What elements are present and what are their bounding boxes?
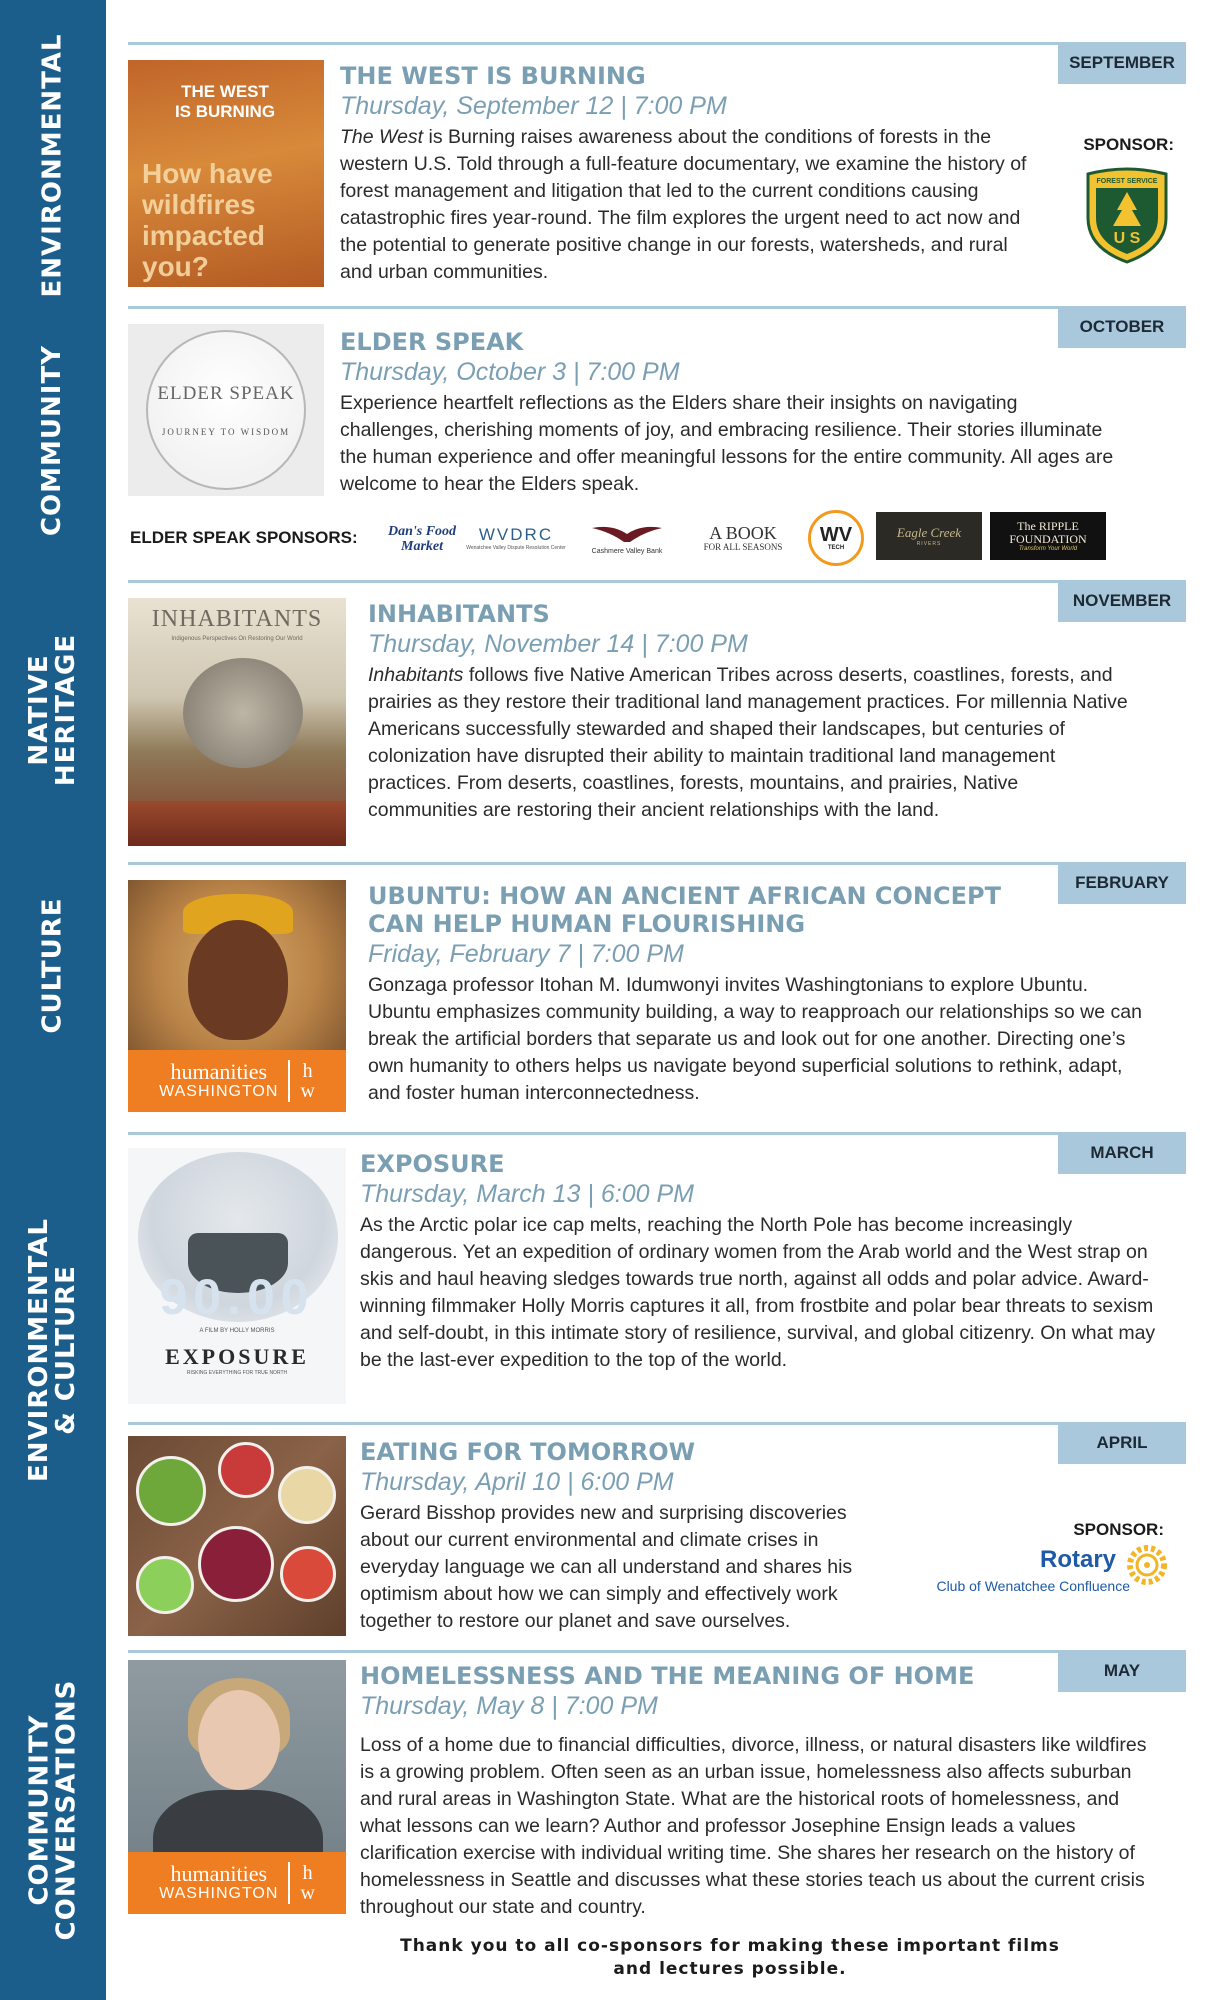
divider <box>128 1132 1186 1135</box>
poster-number: 90.00 <box>159 1269 315 1325</box>
divider <box>128 42 1186 45</box>
event-title: EXPOSURE <box>360 1150 505 1178</box>
divider <box>128 580 1186 583</box>
poster-title: INHABITANTS <box>151 606 323 632</box>
photo-josephine-ensign <box>128 1660 346 1914</box>
divider <box>128 306 1186 309</box>
poster-exposure <box>128 1148 346 1404</box>
divider <box>128 862 1186 865</box>
poster-title: THE WEST IS BURNING <box>174 82 276 121</box>
event-description: Gonzaga professor Itohan M. Idumwonyi invites Washingtonians to explore Ubuntu. Ubuntu emphasizes community building, a way to reapproach our relationships so we can break the artificial borders that separate us and look out for one another. Directing one’s own humanity to others helps us navigate beyond superficial solutions to rethink, adapt, and foster human interconnectedness. <box>368 974 1142 1104</box>
event-date: Thursday, November 14 | 7:00 PM <box>368 630 748 658</box>
event-ubuntu <box>128 862 1186 1122</box>
svg-text:U S: U S <box>1113 230 1141 247</box>
elder-speak-logo <box>128 324 324 496</box>
logo-ripple-foundation: The RIPPLE FOUNDATION Transform Your World <box>990 512 1106 560</box>
event-date: Thursday, May 8 | 7:00 PM <box>360 1692 658 1720</box>
event-eating-for-tomorrow <box>128 1422 1186 1646</box>
event-exposure <box>128 1132 1186 1410</box>
event-description: Inhabitants follows five Native American Tribes across deserts, coastlines, forests, and prairies as they restore their traditional land management practices. For millennia Native Americans successfully stewarded and shaped their landscapes, but centuries of colonization have disrupted their ability to maintain traditional land management practices. From deserts, coastlines, forests, mountains, and prairies, Native communities are restoring their ancient relationships with the land. <box>368 664 1128 821</box>
speaker-portrait <box>188 920 288 1040</box>
sponsor-label: SPONSOR: <box>1073 1520 1164 1539</box>
logo-wv-tech: WV TECH <box>808 510 864 566</box>
eagle-icon <box>592 522 662 546</box>
event-text <box>368 882 1148 1107</box>
bowl-greens <box>136 1456 206 1526</box>
month-badge: SEPTEMBER <box>1058 42 1186 84</box>
event-title: HOMELESSNESS AND THE MEANING OF HOME <box>360 1662 975 1690</box>
category-native-heritage: NATIVE HERITAGE <box>24 633 81 787</box>
event-date: Friday, February 7 | 7:00 PM <box>368 940 684 968</box>
event-description: Loss of a home due to financial difficulties, divorce, illness, or natural disasters like wildfires is a growing problem. Often seen as an urban issue, homelessness also affects suburban and rural areas in Washington State. What are the historical roots of homelessness, and what lessons can we learn? Author and professor Josephine Ensign leads a values clarification exercise with individual writing time. She shares her research on the history of homelessness in Seattle and discusses what these stories teach us about the current crisis throughout our state and country. <box>360 1734 1147 1918</box>
logo-wvdrc: WVDRC Wenatchee Valley Dispute Resolution Center <box>466 525 566 551</box>
category-sidebar <box>0 0 106 2000</box>
logo-dans-food-market: Dan's Food Market <box>387 524 457 554</box>
logo-a-book-for-all-seasons: A BOOK FOR ALL SEASONS <box>703 523 783 552</box>
poster-credit: A FILM BY HOLLY MORRIS <box>199 1328 275 1334</box>
poster-title: EXPOSURE <box>165 1344 309 1369</box>
bowl-berries <box>218 1442 274 1498</box>
month-badge: NOVEMBER <box>1058 580 1186 622</box>
elder-speak-sponsors <box>128 504 1186 564</box>
event-description: Experience heartfelt reflections as the Elders share their insights on navigating challenges, cherishing moments of joy, and embracing resilience. Their stories illuminate the human experience and offer meaningful lessons for the entire community. All ages are welcome to hear the Elders speak. <box>340 392 1114 495</box>
bowl-tomatoes <box>280 1546 336 1602</box>
photo-food-bowls <box>128 1436 346 1636</box>
event-text <box>360 1438 890 1635</box>
event-title: ELDER SPEAK <box>340 328 524 356</box>
poster-inhabitants <box>128 598 346 846</box>
humanities-washington-logo: humanities WASHINGTON h w <box>128 1852 346 1914</box>
bowl-cabbage <box>198 1526 274 1602</box>
poster-west-is-burning <box>128 60 324 287</box>
photo-ubuntu-speaker <box>128 880 346 1112</box>
category-environmental: ENVIRONMENTAL <box>37 33 68 297</box>
poster-landscape <box>128 801 346 846</box>
poster-tagline: RISKING EVERYTHING FOR TRUE NORTH <box>186 1370 288 1376</box>
category-culture: CULTURE <box>37 896 68 1034</box>
speaker-portrait <box>198 1690 280 1790</box>
poster-question: How have wildfires impacted you? <box>142 158 273 282</box>
event-title: THE WEST IS BURNING <box>340 62 646 90</box>
rotary-logo: Rotary Club of Wenatchee Confluence <box>900 1544 1180 1604</box>
month-badge: MARCH <box>1058 1132 1186 1174</box>
poster-people <box>183 658 303 768</box>
logo-cashmere-valley-bank: Cashmere Valley Bank <box>574 512 680 564</box>
svg-text:FOREST SERVICE: FOREST SERVICE <box>1096 178 1158 185</box>
sponsors-label: ELDER SPEAK SPONSORS: <box>130 528 358 547</box>
month-badge: FEBRUARY <box>1058 862 1186 904</box>
sponsor-label: SPONSOR: <box>1083 135 1174 154</box>
usfs-shield-icon <box>1082 166 1172 264</box>
elder-speak-seal: ELDER SPEAK JOURNEY TO WISDOM <box>146 330 306 490</box>
month-badge: APRIL <box>1058 1422 1186 1464</box>
month-badge: MAY <box>1058 1650 1186 1692</box>
month-badge: OCTOBER <box>1058 306 1186 348</box>
event-description: Gerard Bisshop provides new and surprising discoveries about our current environmental and climate crises in everyday language we can all understand and shares his optimism about how we can simply and effectively work together to restore our planet and save ourselves. <box>360 1502 853 1632</box>
event-text <box>360 1662 1156 1921</box>
event-text <box>368 600 1128 824</box>
event-text <box>340 328 1120 498</box>
event-title: INHABITANTS <box>368 600 550 628</box>
event-title: EATING FOR TOMORROW <box>360 1438 696 1466</box>
event-west-is-burning <box>128 42 1186 292</box>
event-homelessness <box>128 1650 1186 1932</box>
logo-eagle-creek: Eagle Creek RIVERS <box>876 512 982 560</box>
event-date: Thursday, April 10 | 6:00 PM <box>360 1468 674 1496</box>
poster-subtitle: Indigenous Perspectives On Restoring Our World <box>171 636 303 642</box>
event-text <box>360 1150 1156 1374</box>
event-title: UBUNTU: HOW AN ANCIENT AFRICAN CONCEPT CAN HELP HUMAN FLOURISHING <box>368 882 1001 938</box>
event-description: As the Arctic polar ice cap melts, reaching the North Pole has become increasingly dangerous. Yet an expedition of ordinary women from the Arab world and the West strap on skis and haul heaving sledges towards true north, against all odds and polar advice. Award-winning filmmaker Holly Morris captures it all, from frostbite and polar bear threats to sexism and self-doubt, in this intimate story of resilience, survival, and global citizenry. On what may be the last-ever expedition to the top of the world. <box>360 1214 1156 1371</box>
category-environmental-culture: ENVIRONMENTAL & CULTURE <box>24 1218 81 1482</box>
event-description: The West is Burning raises awareness about the conditions of forests in the western U.S. Told through a full-feature documentary, we examine the history of forest management and litigation that led to the current conditions causing catastrophic fires year-round. The film explores the urgent need to act now and the potential to generate positive change in our forests, watersheds, and rural and urban communities. <box>340 126 1027 283</box>
bowl-grapes <box>136 1556 194 1614</box>
divider <box>128 1422 1186 1425</box>
event-date: Thursday, March 13 | 6:00 PM <box>360 1180 694 1208</box>
category-community-conversations: COMMUNITY CONVERSATIONS <box>24 1679 81 1941</box>
rotary-wheel-icon <box>1126 1544 1168 1586</box>
event-inhabitants <box>128 580 1186 850</box>
thank-you-note: Thank you to all co-sponsors for making these important films and lectures possible. <box>400 1936 1060 1979</box>
category-community: COMMUNITY <box>37 344 68 536</box>
event-date: Thursday, October 3 | 7:00 PM <box>340 358 680 386</box>
event-text <box>340 62 1040 286</box>
humanities-washington-logo: humanities WASHINGTON h w <box>128 1050 346 1112</box>
divider <box>128 1650 1186 1653</box>
bowl-nuts <box>278 1466 336 1524</box>
event-elder-speak <box>128 306 1186 506</box>
event-date: Thursday, September 12 | 7:00 PM <box>340 92 727 120</box>
